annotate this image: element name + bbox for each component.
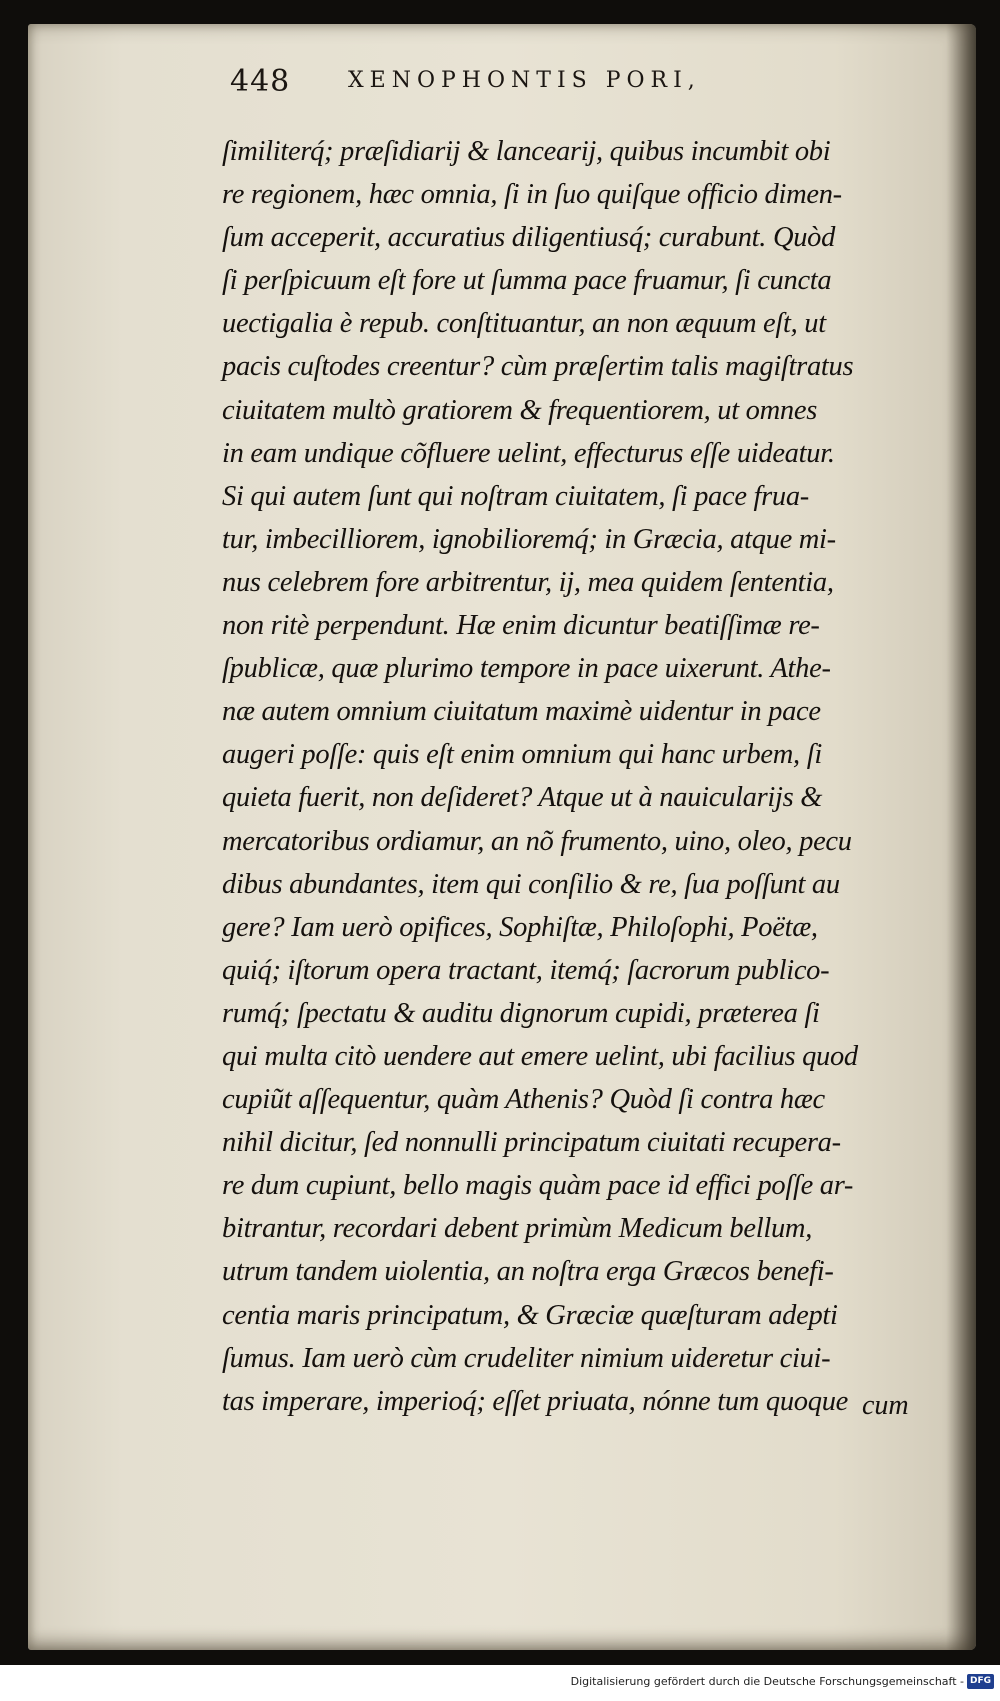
text-line: pacis cuſtodes creentur? cùm præſertim talis magiſtratus — [222, 351, 854, 383]
text-line: gere? Iam uerò opifices, Sophiſtæ, Philoſophi, Poëtæ, — [222, 911, 818, 943]
text-line: tas imperare, imperioq́; eſſet priuata, nónne tum quoque — [222, 1385, 848, 1417]
text-line: utrum tandem uiolentia, an noſtra erga Græcos benefi- — [222, 1256, 834, 1288]
text-line: ſumus. Iam uerò cùm crudeliter nimium uideretur ciui- — [222, 1342, 831, 1374]
text-line: dibus abundantes, item qui conſilio & re, ſua poſſunt au — [222, 868, 840, 900]
text-line: tur, imbecilliorem, ignobilioremq́; in Græcia, atque mi- — [222, 523, 836, 555]
text-line: in eam undique cõfluere uelint, effecturus eſſe uideatur. — [222, 437, 835, 469]
text-line: re dum cupiunt, bello magis quàm pace id effici poſſe ar- — [222, 1170, 854, 1202]
text-line: quiq́; iſtorum opera tractant, itemq́; ſacrorum publico- — [222, 954, 830, 986]
text-line: næ autem omnium ciuitatum maximè uidentur in pace — [222, 696, 821, 728]
text-line: ſpublicæ, quæ plurimo tempore in pace uixerunt. Athe- — [222, 653, 831, 685]
text-line: rumq́; ſpectatu & auditu dignorum cupidi, præterea ſi — [222, 997, 820, 1029]
text-line: ſum acceperit, accuratius diligentiusq́; curabunt. Quòd — [222, 222, 836, 254]
running-head-title: XENOPHONTIS PORI, — [348, 68, 701, 93]
body-text — [222, 130, 922, 1423]
text-line: ſi perſpicuum eſt fore ut ſumma pace fruamur, ſi cuncta — [222, 265, 832, 297]
text-line: nihil dicitur, ſed nonnulli principatum ciuitati recupera- — [222, 1127, 841, 1159]
funding-credit: Digitalisierung gefördert durch die Deutsche Forschungsgemeinschaft - — [570, 1675, 964, 1688]
text-line: Si qui autem ſunt qui noſtram ciuitatem, ſi pace frua- — [222, 480, 809, 512]
text-line: cupiũt aſſequentur, quàm Athenis? Quòd ſi contra hæc — [222, 1084, 825, 1116]
page-number: 448 — [230, 64, 291, 99]
text-line: uectigalia è repub. conſtituantur, an non æquum eſt, ut — [222, 308, 826, 340]
text-line: ſimiliterq́; præſidiarij & lancearij, quibus incumbit obi — [222, 136, 831, 167]
text-line: mercatoribus ordiamur, an nõ frumento, uino, oleo, pecu — [222, 825, 852, 857]
footer-bar — [0, 1665, 1000, 1701]
text-line: nus celebrem fore arbitrentur, ij, mea quidem ſententia, — [222, 566, 834, 598]
text-line: re regionem, hæc omnia, ſi in ſuo quiſque officio dimen- — [222, 179, 842, 211]
running-head — [230, 64, 950, 112]
text-line: bitrantur, recordari debent primùm Medicum bellum, — [222, 1213, 813, 1245]
text-line: non ritè perpendunt. Hæ enim dicuntur beatiſſimæ re- — [222, 610, 820, 642]
page-binding-shadow — [946, 24, 976, 1650]
text-line: augeri poſſe: quis eſt enim omnium qui hanc urbem, ſi — [222, 739, 822, 771]
catchword: cum — [862, 1390, 909, 1421]
dfg-logo: DFG — [967, 1674, 994, 1689]
text-line: ciuitatem multò gratiorem & frequentiorem, ut omnes — [222, 394, 818, 426]
text-line: qui multa citò uendere aut emere uelint, ubi facilius quod — [222, 1040, 858, 1072]
text-line: centia maris principatum, & Græciæ quæſturam adepti — [222, 1299, 838, 1331]
text-line: quieta fuerit, non deſideret? Atque ut à nauicularijs & — [222, 782, 823, 814]
